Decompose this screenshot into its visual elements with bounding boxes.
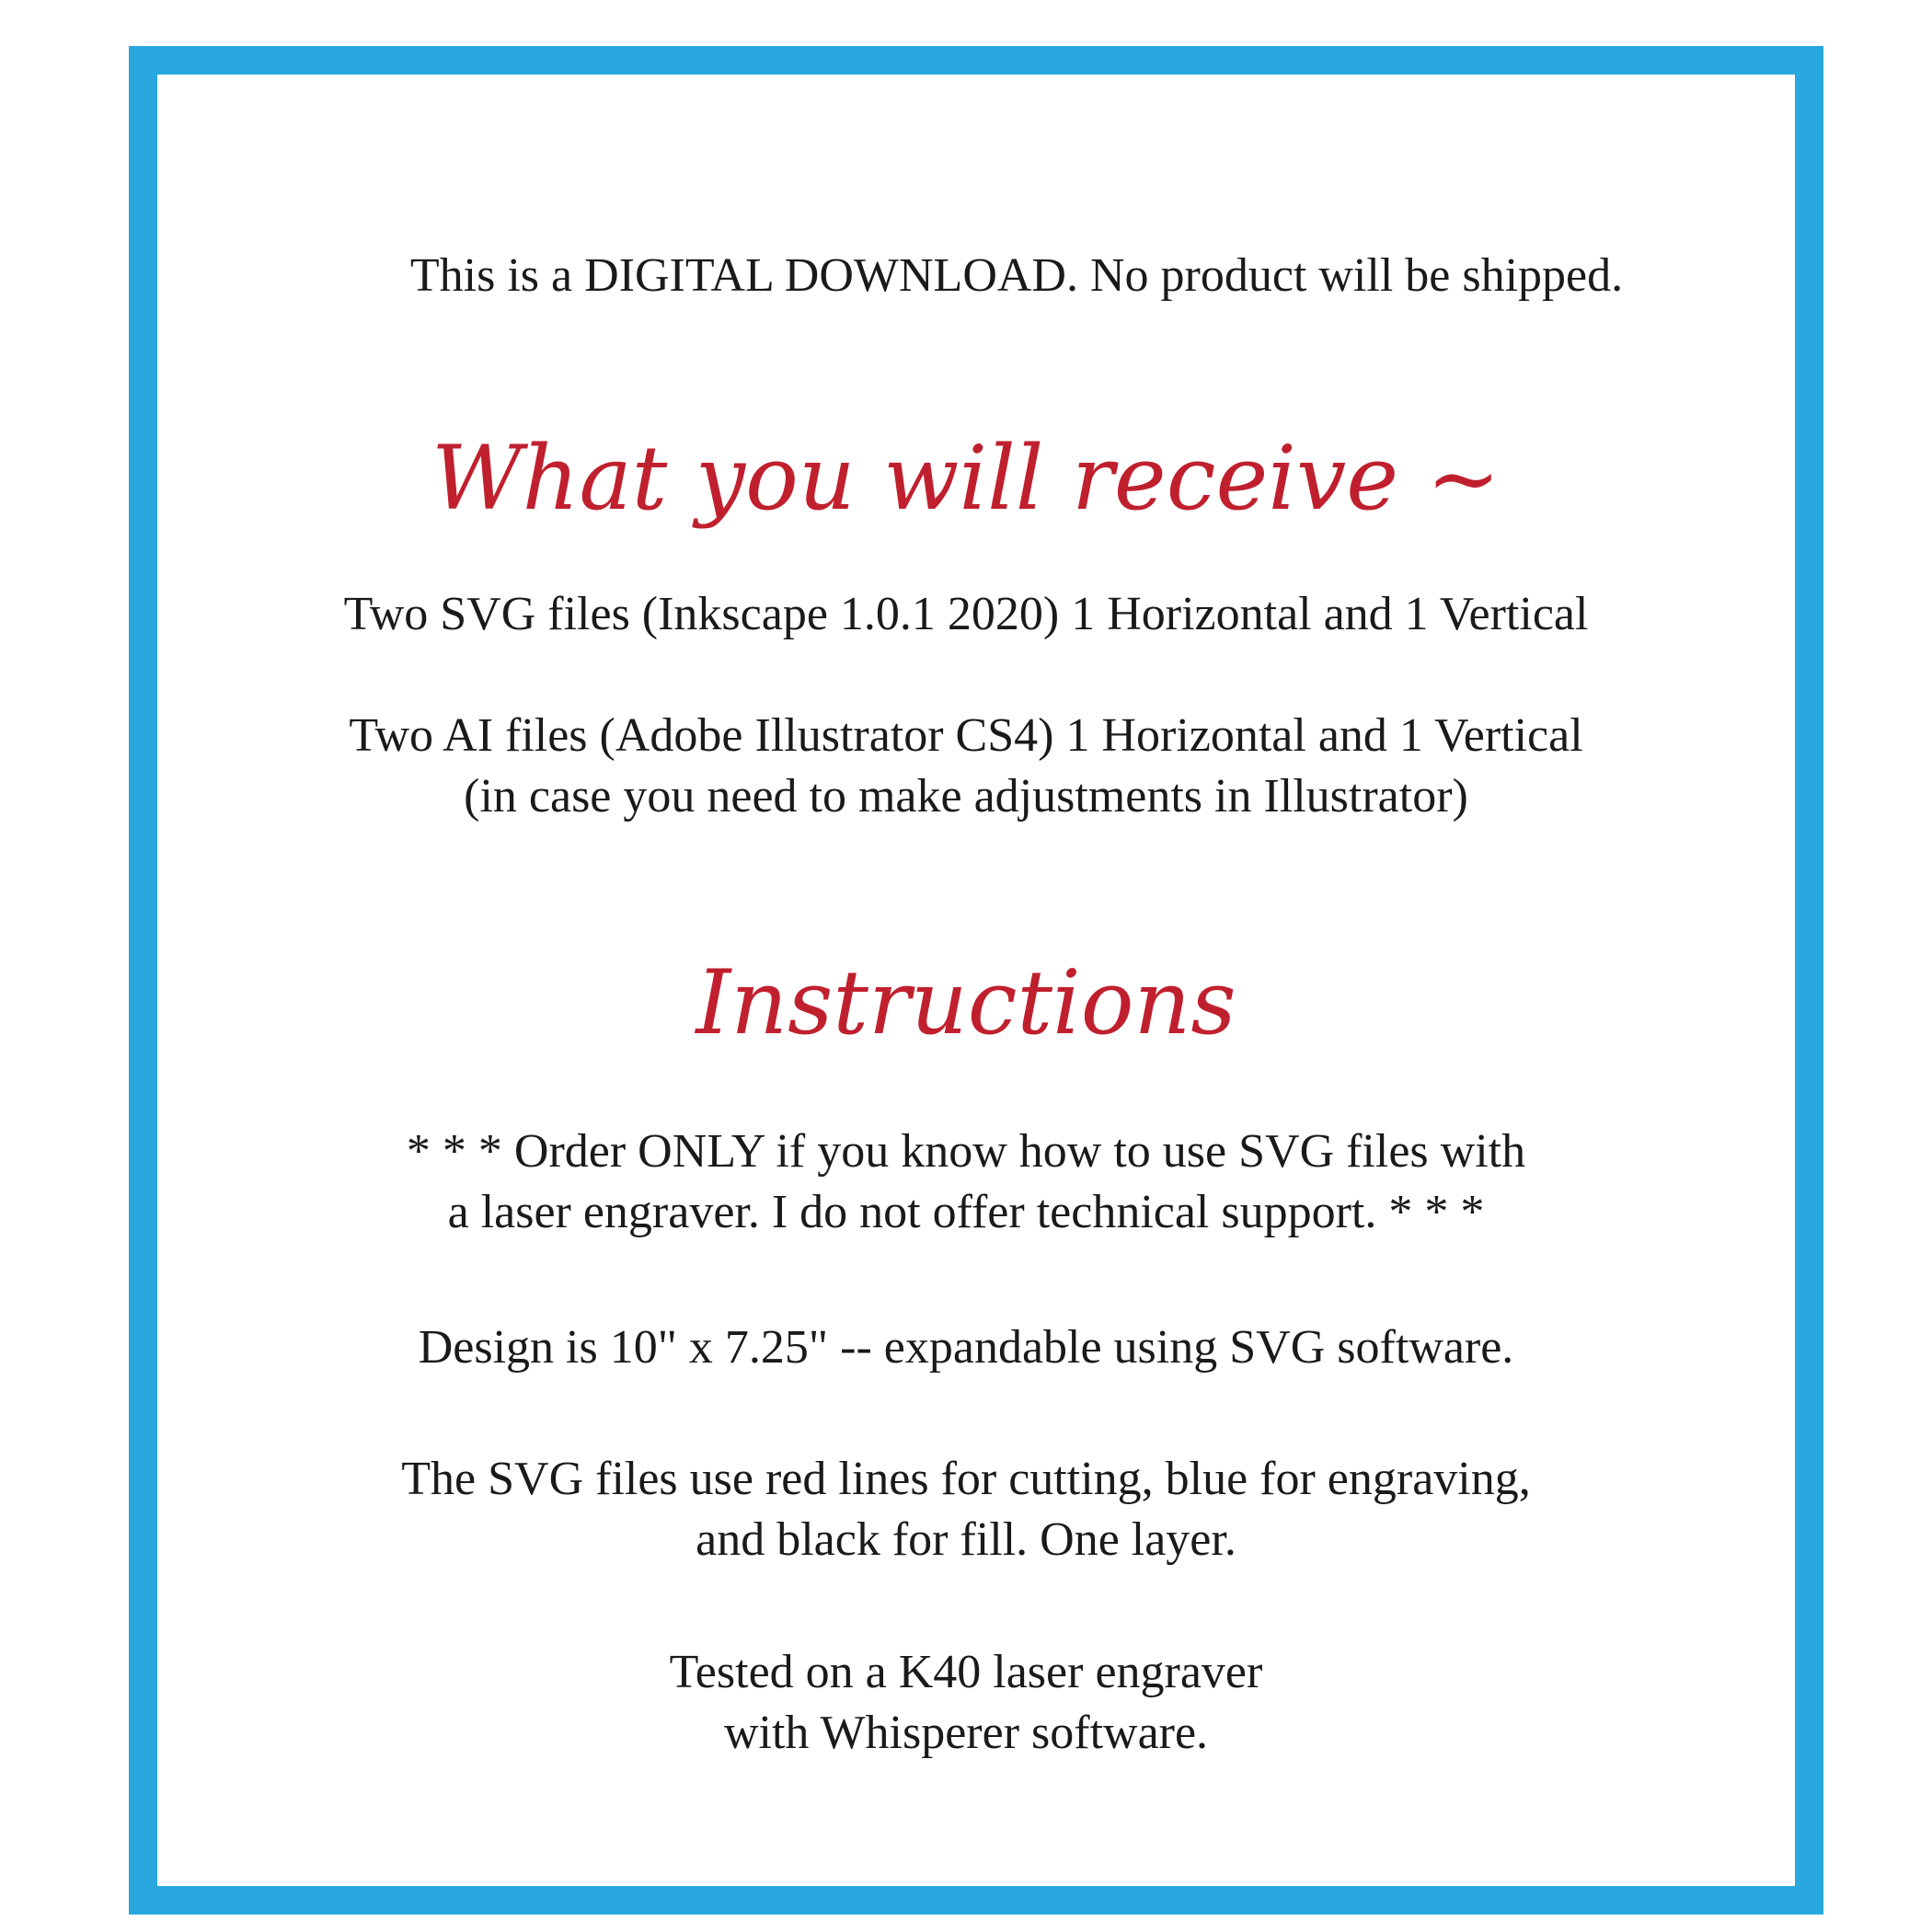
instructions-tested-line-1: Tested on a K40 laser engraver: [669, 1646, 1263, 1698]
instructions-heading: Instructions: [696, 951, 1236, 1054]
instructions-tested-line-2: with Whisperer software.: [723, 1707, 1209, 1759]
instructions-svg-colors-line-1: The SVG files use red lines for cutting, blue for engraving,: [401, 1453, 1531, 1505]
instructions-svg-colors-line-2: and black for fill. One layer.: [696, 1513, 1236, 1566]
digital-download-notice: This is a DIGITAL DOWNLOAD. No product will be shipped.: [409, 249, 1624, 302]
receive-item-svg: Two SVG files (Inkscape 1.0.1 2020) 1 Horizontal and 1 Vertical: [343, 588, 1589, 640]
instructions-design-size: Design is 10" x 7.25" -- expandable using SVG software.: [418, 1321, 1514, 1374]
receive-item-ai-note: (in case you need to make adjustments in Illustrator): [464, 770, 1468, 822]
instructions-warning-line-1: * * * Order ONLY if you know how to use SVG files with: [406, 1125, 1526, 1178]
receive-heading: What you will receive ~: [431, 427, 1501, 530]
receive-item-ai: Two AI files (Adobe Illustrator CS4) 1 Horizontal and 1 Vertical: [349, 709, 1583, 762]
instructions-warning-line-2: a laser engraver. I do not offer technical support. * * *: [447, 1186, 1485, 1238]
